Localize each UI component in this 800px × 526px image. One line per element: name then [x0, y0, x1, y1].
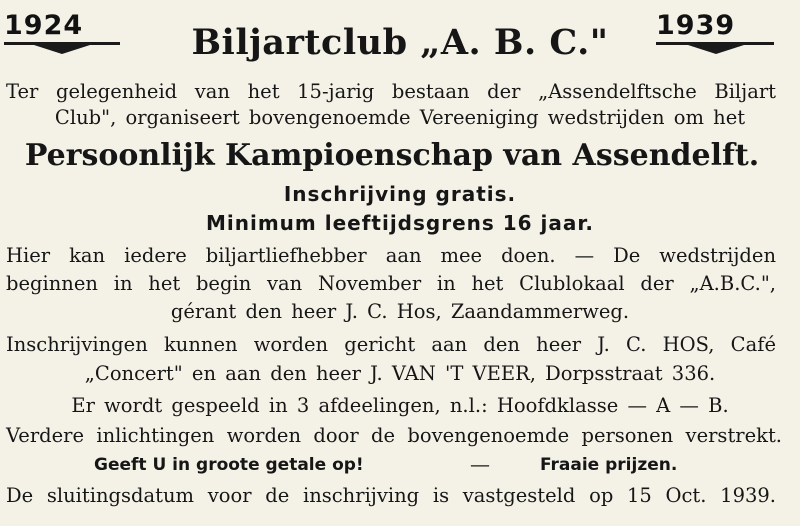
- info-line-3: gérant den heer J. C. Hos, Zaandammerweg.: [170, 300, 630, 323]
- info-line-6: Er wordt gespeeld in 3 afdeelingen, n.l.: Hoofdklasse — A — B.: [71, 394, 729, 417]
- year-left: 1924: [4, 10, 84, 41]
- intro-line-2: Club", organiseert bovengenoemde Vereeniging wedstrijden om het: [54, 106, 746, 129]
- prizes-note: Fraaie prijzen.: [540, 455, 678, 475]
- free-registration: Inschrijving gratis.: [283, 182, 517, 206]
- call-to-action: Geeft U in groote getale op!: [94, 455, 364, 475]
- closing-date-line: De sluitingsdatum voor de inschrijving is vastgesteld op 15 Oct. 1939.: [6, 484, 776, 507]
- call-separator: —: [470, 452, 490, 476]
- info-line-4: Inschrijvingen kunnen worden gericht aan den heer J. C. HOS, Café: [6, 333, 776, 356]
- info-line-5: „Concert" en aan den heer J. VAN 'T VEER, Dorpsstraat 336.: [84, 362, 716, 385]
- year-right-ornament: [688, 45, 744, 54]
- intro-line-1: Ter gelegenheid van het 15-jarig bestaan der „Assendelftsche Biljart: [6, 80, 776, 103]
- minimum-age: Minimum leeftijdsgrens 16 jaar.: [205, 211, 594, 235]
- championship-headline: Persoonlijk Kampioenschap van Assendelft.: [24, 138, 760, 173]
- club-title: Biljartclub „A. B. C.": [191, 22, 609, 63]
- info-line-7: Verdere inlichtingen worden door de bovengenoemde personen verstrekt.: [6, 424, 782, 447]
- info-line-1: Hier kan iedere biljartliefhebber aan mee doen. — De wedstrijden: [6, 244, 776, 267]
- year-left-ornament: [34, 45, 90, 54]
- info-line-2: beginnen in het begin van November in het Clublokaal der „A.B.C.",: [6, 272, 776, 295]
- year-right: 1939: [656, 10, 736, 41]
